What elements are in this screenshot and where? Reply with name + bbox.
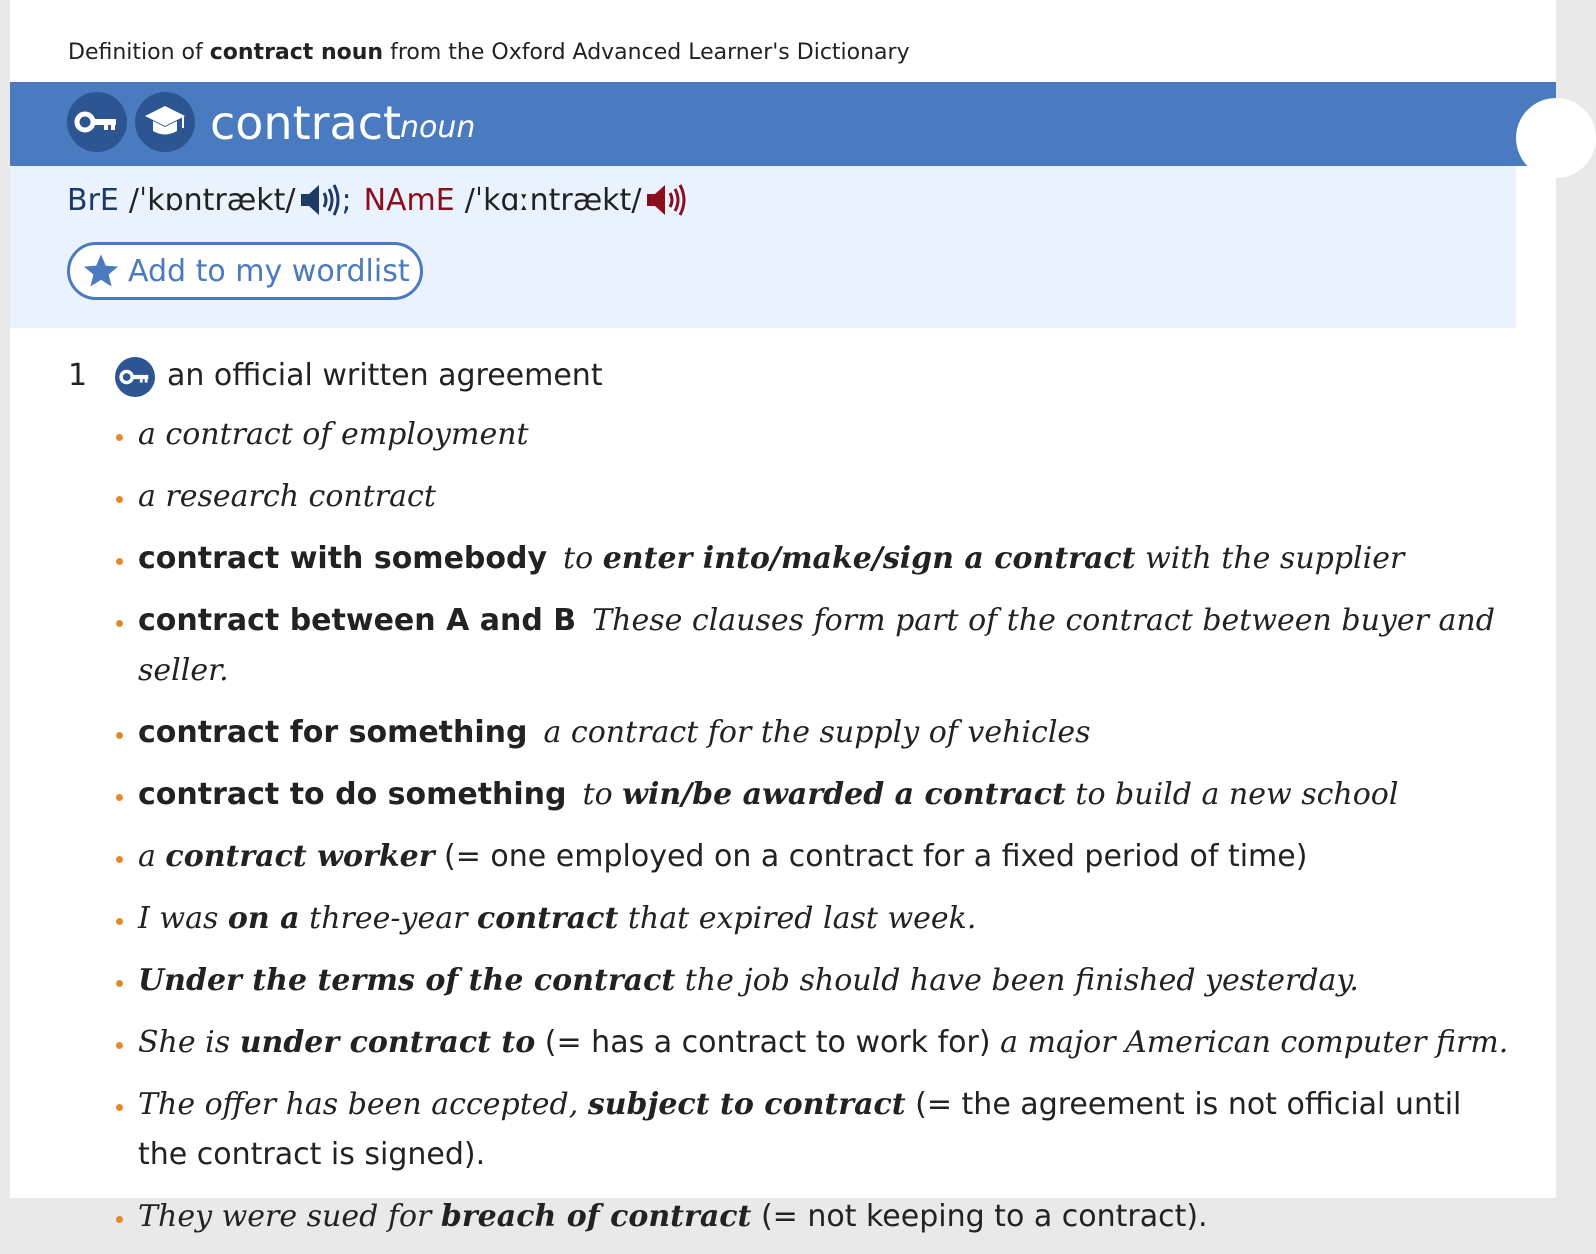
example-text: a contract for the supply of vehicles <box>543 715 1091 750</box>
gloss-text: (= the agreement is not official until the contract is signed). <box>138 1087 1462 1172</box>
example-text: three-year <box>299 901 477 936</box>
bre-ipa: /ˈkɒntrækt/ <box>128 182 296 218</box>
gloss-text: (= not keeping to a contract). <box>751 1199 1208 1234</box>
example-text: the job should have been finished yesterday. <box>675 963 1359 998</box>
example-text: a contract of employment <box>138 417 529 452</box>
collocation-pattern: contract to do something <box>138 777 567 812</box>
gloss-text: (= has a contract to work for) <box>535 1025 1001 1060</box>
gloss-text: (= one employed on a contract for a fixed period of time) <box>434 839 1308 874</box>
bre-speaker-icon[interactable] <box>299 180 341 220</box>
sense-key-icon[interactable] <box>115 357 155 397</box>
example-text: contract <box>476 901 619 936</box>
example-text: contract worker <box>165 839 435 874</box>
source-prefix: Definition of <box>68 40 210 65</box>
example-text: win/be awarded a contract <box>622 777 1066 812</box>
sense-number: 1 <box>68 358 88 393</box>
example-text: subject to contract <box>587 1087 906 1122</box>
example-item <box>114 1018 1514 1068</box>
example-item <box>114 894 1514 944</box>
source-suffix: from the Oxford Advanced Learner's Dictionary <box>383 40 910 65</box>
example-item <box>114 1080 1514 1180</box>
example-item <box>114 596 1514 696</box>
example-text: under contract to <box>239 1025 536 1060</box>
part-of-speech: noun <box>400 110 476 145</box>
star-icon <box>82 252 120 290</box>
example-text: to build a new school <box>1065 777 1399 812</box>
example-text: She is <box>138 1025 240 1060</box>
key-icon[interactable] <box>67 92 127 152</box>
add-to-wordlist-button[interactable] <box>67 242 423 300</box>
example-text: to <box>563 541 603 576</box>
academic-cap-icon[interactable] <box>135 92 195 152</box>
example-text: that expired last week. <box>618 901 977 936</box>
example-item <box>114 410 1514 460</box>
example-text: The offer has been accepted, <box>138 1087 588 1122</box>
name-speaker-icon[interactable] <box>645 180 687 220</box>
source-term: contract noun <box>209 40 384 65</box>
example-item <box>114 472 1514 522</box>
dictionary-page <box>10 0 1556 1234</box>
example-item <box>114 832 1514 882</box>
source-line <box>68 40 910 65</box>
example-text: on a <box>227 901 300 936</box>
collocation-pattern: contract for something <box>138 715 528 750</box>
example-item <box>114 1192 1514 1242</box>
example-text: They were sued for <box>138 1199 441 1234</box>
example-text: a <box>138 839 166 874</box>
pronunciation-line <box>67 180 687 220</box>
header-notch <box>1516 98 1596 178</box>
example-text: a research contract <box>138 479 436 514</box>
example-text: a major American computer firm. <box>1000 1025 1509 1060</box>
example-item <box>114 534 1514 584</box>
example-item <box>114 770 1514 820</box>
wordlist-label: Add to my wordlist <box>128 253 410 289</box>
example-text: I was <box>138 901 228 936</box>
headword: contract <box>210 96 402 150</box>
example-item <box>114 956 1514 1006</box>
bre-label: BrE <box>67 182 119 218</box>
collocation-pattern: contract between A and B <box>138 603 577 638</box>
example-text: Under the terms of the contract <box>138 963 676 998</box>
collocation-pattern: contract with somebody <box>138 541 548 576</box>
example-text: with the supplier <box>1135 541 1405 576</box>
example-list <box>114 410 1514 1254</box>
example-text: enter into/make/sign a contract <box>602 541 1136 576</box>
example-text: to <box>582 777 623 812</box>
example-item <box>114 708 1514 758</box>
name-ipa: /ˈkɑːntrækt/ <box>464 182 642 218</box>
sense-definition: an official written agreement <box>167 358 603 393</box>
example-text: breach of contract <box>440 1199 752 1234</box>
pron-separator: ; <box>341 182 352 218</box>
name-label: NAmE <box>363 182 455 218</box>
example-text: These clauses form part of the contract between buyer and seller. <box>138 603 1495 688</box>
